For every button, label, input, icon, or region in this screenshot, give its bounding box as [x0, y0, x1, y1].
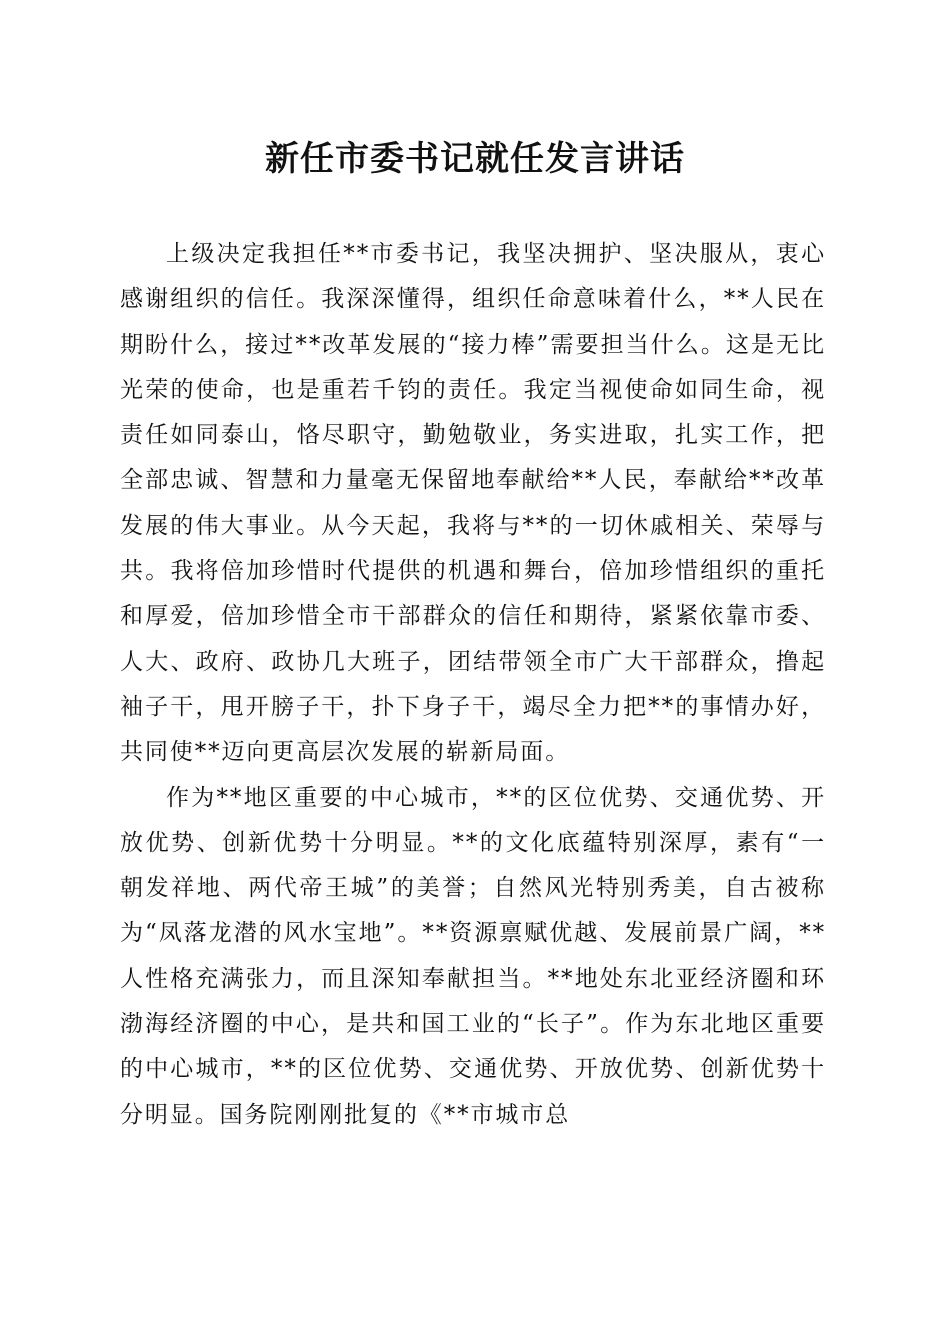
document-title: 新任市委书记就任发言讲话: [265, 139, 685, 179]
paragraph-2: 作为**地区重要的中心城市，**的区位优势、交通优势、开放优势、创新优势十分明显。**的文化底蕴特别深厚，素有“一朝发祥地、两代帝王城”的美誉；自然风光特别秀美，自古被称为“凤落龙潜的风水宝地”。**资源禀赋优越、发展前景广阔，**人性格充满张力，而且深知奉献担当。**地处东北亚经济圈和环渤海经济圈的中心，是共和国工业的“长子”。作为东北地区重要的中心城市，**的区位优势、交通优势、开放优势、创新优势十分明显。国务院刚刚批复的《**市城市总: [120, 784, 826, 1128]
document-body: [120, 232, 826, 1138]
paragraph-1: 上级决定我担任**市委书记，我坚决拥护、坚决服从，衷心感谢组织的信任。我深深懂得，组织任命意味着什么，**人民在期盼什么，接过**改革发展的“接力棒”需要担当什么。这是无比光荣的使命，也是重若千钧的责任。我定当视使命如同生命，视责任如同泰山，恪尽职守，勤勉敬业，务实进取，扎实工作，把全部忠诚、智慧和力量毫无保留地奉献给**人民，奉献给**改革发展的伟大事业。从今天起，我将与**的一切休戚相关、荣辱与共。我将倍加珍惜时代提供的机遇和舞台，倍加珍惜组织的重托和厚爱，倍加珍惜全市干部群众的信任和期待，紧紧依靠市委、人大、政府、政协几大班子，团结带领全市广大干部群众，撸起袖子干，甩开膀子干，扑下身子干，竭尽全力把**的事情办好，共同使**迈向更高层次发展的崭新局面。: [120, 241, 826, 766]
